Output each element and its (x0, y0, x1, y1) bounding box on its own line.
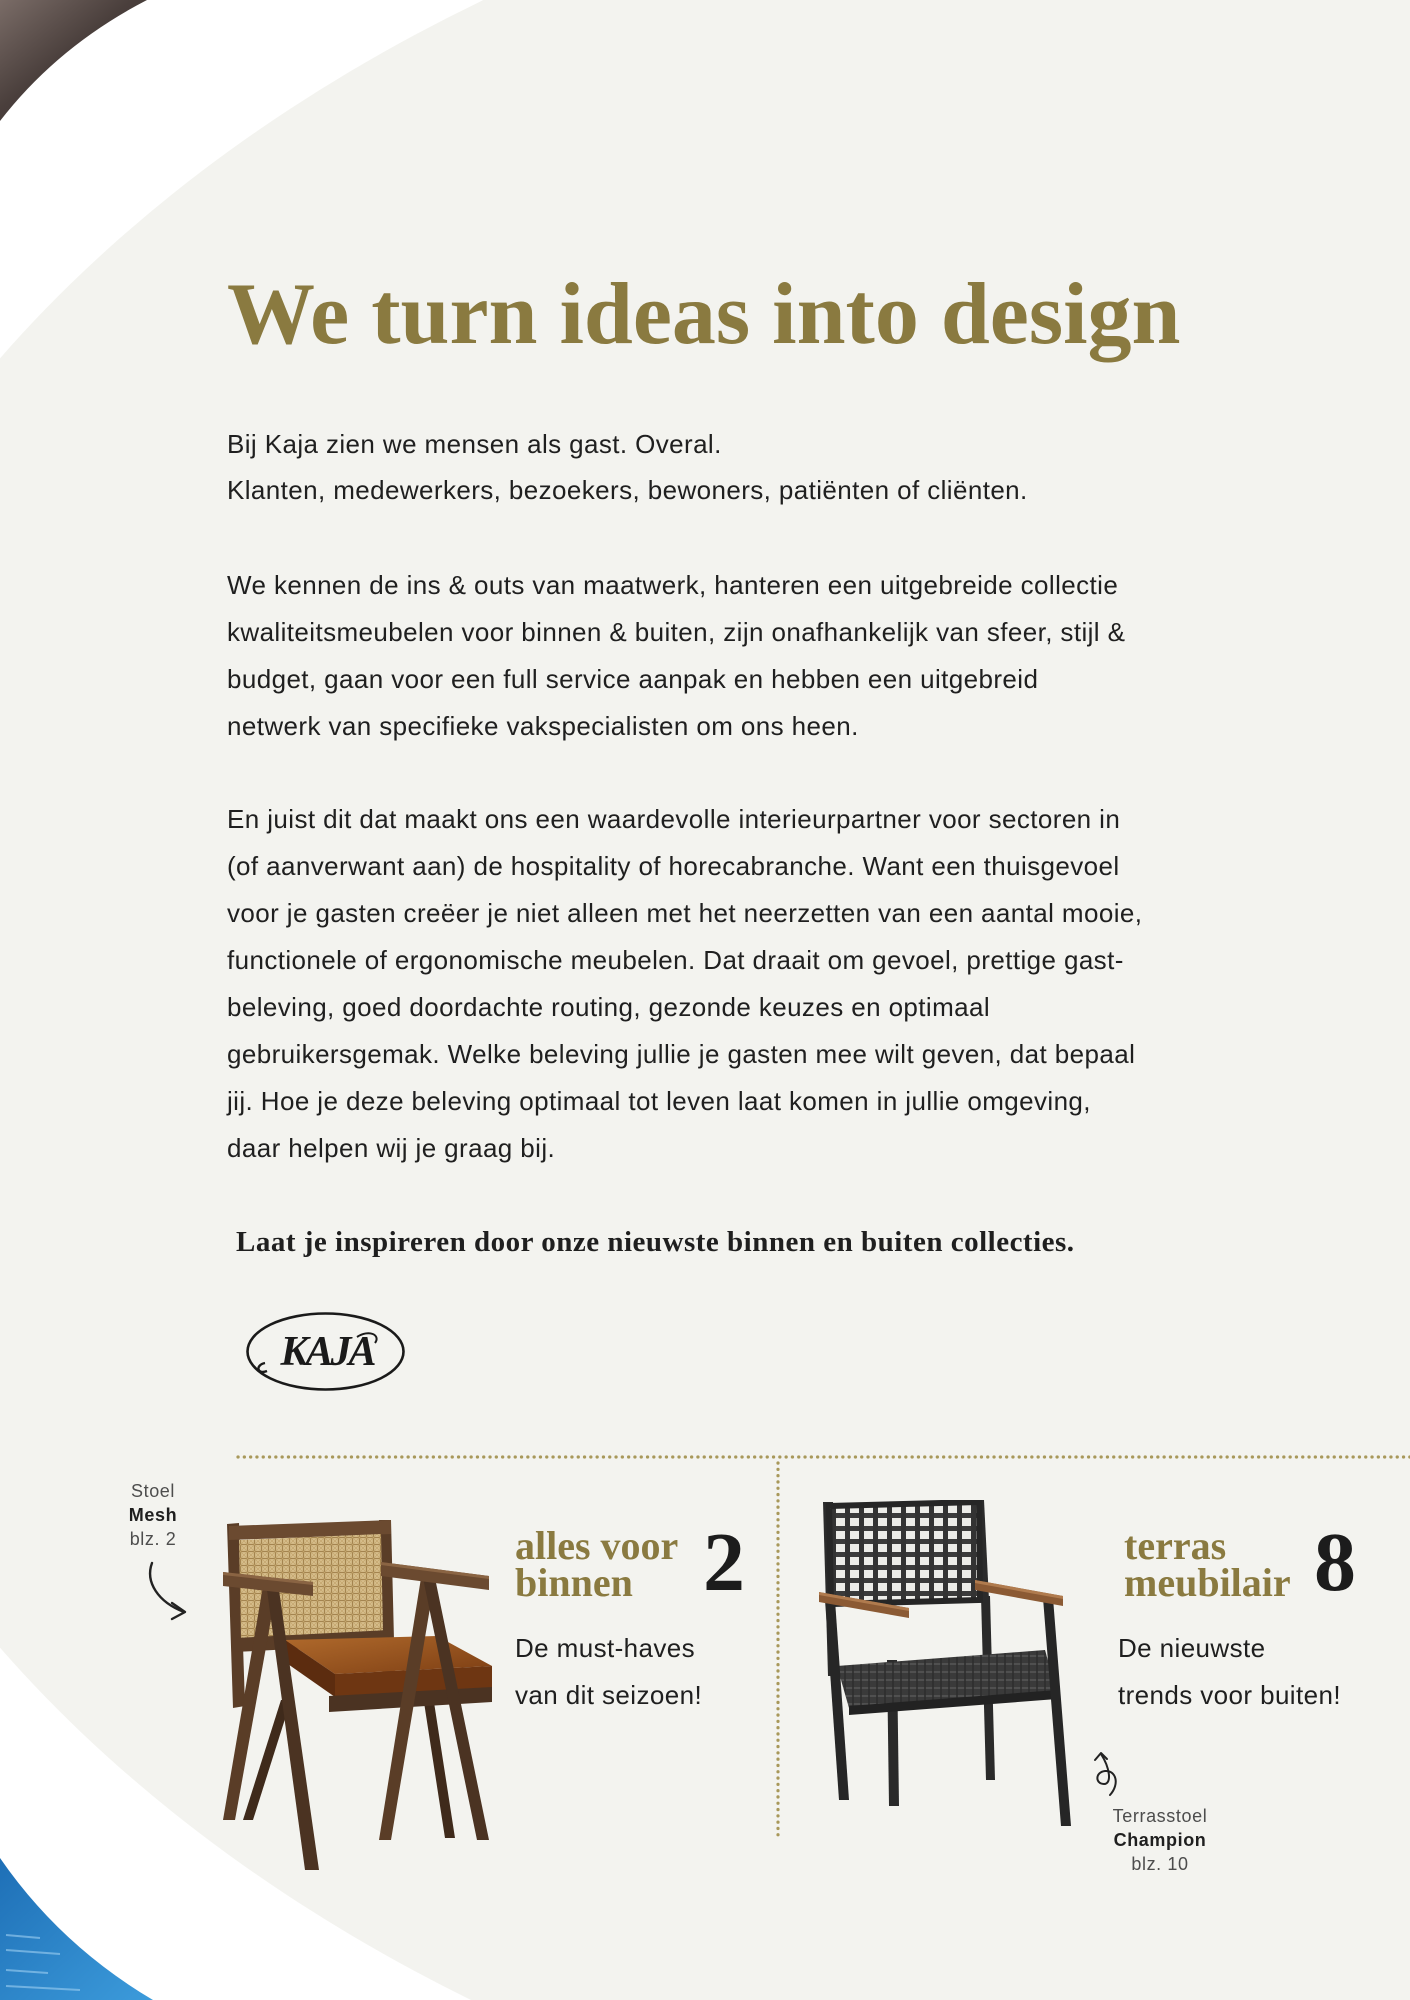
intro-paragraph-3 (227, 796, 1142, 1172)
body-line: Bij Kaja zien we mensen als gast. Overal. (227, 429, 722, 459)
tagline: Laat je inspireren door onze nieuwste binnen en buiten collecties. (236, 1226, 1075, 1258)
product-caption (93, 1479, 213, 1551)
feature-description-line: De must-haves (515, 1633, 696, 1663)
body-line: beleving, goed doordachte routing, gezonde keuzes en optimaal (227, 992, 991, 1022)
body-line: functionele of ergonomische meubelen. Dat draait om gevoel, prettige gast- (227, 945, 1124, 975)
body-line: Klanten, medewerkers, bezoekers, bewoners, patiënten of cliënten. (227, 475, 1028, 505)
feature-description-line: van dit seizoen! (515, 1680, 703, 1710)
intro-paragraph-2 (227, 562, 1125, 750)
body-line: gebruikersgemak. Welke beleving jullie je gasten mee wilt geven, dat bepaal (227, 1039, 1136, 1069)
body-line: jij. Hoe je deze beleving optimaal tot leven laat komen in jullie omgeving, (227, 1086, 1091, 1116)
caption-category: Terrasstoel (1112, 1806, 1208, 1826)
feature-description (1118, 1625, 1341, 1719)
body-line: (of aanverwant aan) de hospitality of horecabranche. Want een thuisgevoel (227, 851, 1120, 881)
caption-product: Mesh (128, 1505, 178, 1525)
body-line: voor je gasten creëer je niet alleen met het neerzetten van een aantal mooie, (227, 898, 1143, 928)
feature-page-number: 8 (1314, 1516, 1356, 1609)
feature-heading-line: meubilair (1124, 1560, 1291, 1605)
curved-arrow-icon (1086, 1748, 1122, 1798)
champion-chair-image (817, 1500, 1079, 1826)
feature-heading (515, 1523, 679, 1605)
mesh-chair-image (223, 1520, 493, 1872)
caption-product: Champion (1113, 1830, 1207, 1850)
kaja-logo (245, 1311, 406, 1392)
page-title: We turn ideas into design (227, 266, 1181, 363)
feature-card-indoor[interactable] (80, 1470, 770, 1880)
intro-paragraph-1 (227, 421, 1028, 513)
curved-arrow-icon (144, 1560, 194, 1622)
feature-heading-line: binnen (515, 1560, 633, 1605)
body-line: kwaliteitsmeubelen voor binnen & buiten, zijn onafhankelijk van sfeer, stijl & (227, 617, 1126, 647)
feature-heading-line: terras (1124, 1523, 1227, 1568)
body-line: daar helpen wij je graag bij. (227, 1133, 556, 1163)
feature-page-number: 2 (703, 1516, 745, 1609)
feature-heading-line: alles voor (515, 1523, 679, 1568)
body-line: We kennen de ins & outs van maatwerk, hanteren een uitgebreide collectie (227, 570, 1119, 600)
caption-page-ref: blz. 2 (129, 1529, 177, 1549)
body-line: budget, gaan voor een full service aanpak en hebben een uitgebreid (227, 664, 1039, 694)
caption-page-ref: blz. 10 (1131, 1854, 1189, 1874)
caption-category: Stoel (130, 1481, 176, 1501)
body-line: En juist dit dat maakt ons een waardevolle interieurpartner voor sectoren in (227, 804, 1121, 834)
feature-description (515, 1625, 702, 1719)
feature-description-line: trends voor buiten! (1118, 1680, 1341, 1710)
feature-card-outdoor[interactable] (800, 1470, 1400, 1880)
feature-description-line: De nieuwste (1118, 1633, 1266, 1663)
body-line: netwerk van specifieke vakspecialisten om ons heen. (227, 711, 859, 741)
logo-lettering: KAJA (280, 1329, 374, 1375)
feature-heading (1124, 1523, 1291, 1605)
product-caption (1090, 1804, 1230, 1876)
